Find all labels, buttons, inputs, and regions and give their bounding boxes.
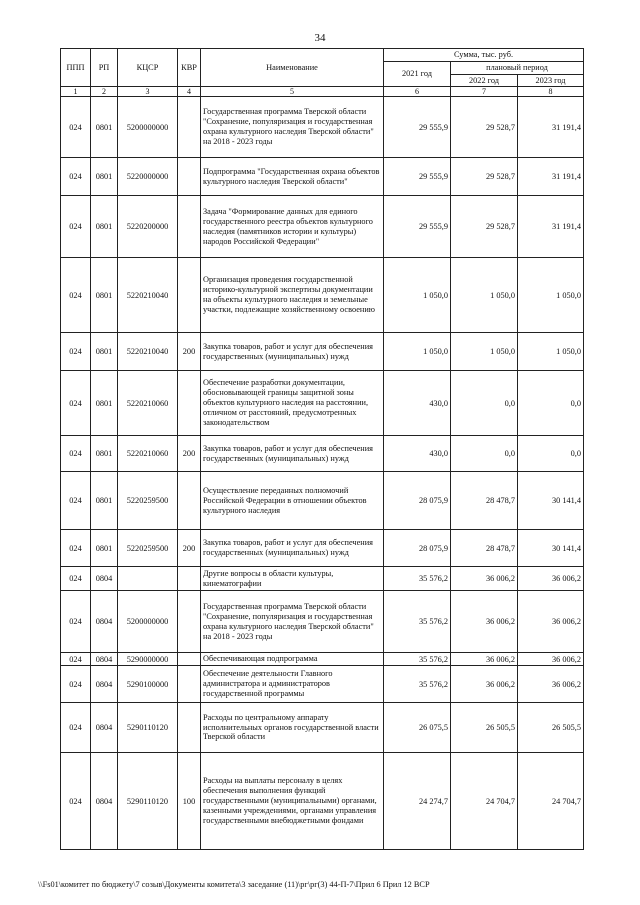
cell-2023: 1 050,0 xyxy=(518,333,584,371)
cell-2023: 36 006,2 xyxy=(518,666,584,703)
cell-ppp: 024 xyxy=(61,567,91,591)
col-header-ppp: ППП xyxy=(61,49,91,87)
cell-kcsr: 5220000000 xyxy=(118,158,178,196)
cell-2021: 29 555,9 xyxy=(384,97,451,158)
cell-2023: 26 505,5 xyxy=(518,703,584,753)
cell-kcsr: 5290110120 xyxy=(118,703,178,753)
cell-2023: 24 704,7 xyxy=(518,753,584,850)
cell-ppp: 024 xyxy=(61,591,91,653)
cell-2021: 26 075,5 xyxy=(384,703,451,753)
cell-name: Обеспечивающая подпрограмма xyxy=(201,653,384,666)
cell-rp: 0804 xyxy=(91,567,118,591)
cell-2023: 31 191,4 xyxy=(518,97,584,158)
cell-name: Другие вопросы в области культуры, кинематографии xyxy=(201,567,384,591)
col-header-name: Наименование xyxy=(201,49,384,87)
cell-2021: 430,0 xyxy=(384,371,451,436)
cell-rp: 0801 xyxy=(91,97,118,158)
cell-2021: 35 576,2 xyxy=(384,591,451,653)
col-number: 1 xyxy=(61,87,91,97)
cell-kcsr: 5220210040 xyxy=(118,333,178,371)
cell-kcsr: 5220210060 xyxy=(118,436,178,472)
cell-rp: 0801 xyxy=(91,196,118,258)
cell-kvr xyxy=(178,258,201,333)
cell-2021: 35 576,2 xyxy=(384,653,451,666)
col-header-plan: плановый период xyxy=(451,62,584,75)
col-header-2023: 2023 год xyxy=(518,74,584,87)
cell-ppp: 024 xyxy=(61,753,91,850)
cell-2021: 430,0 xyxy=(384,436,451,472)
table-row xyxy=(61,333,584,371)
cell-name: Организация проведения государственной историко-культурной экспертизы документации на объекты культурного наследия и земельные участки, подлежащие хозяйственному освоению xyxy=(201,258,384,333)
cell-2023: 0,0 xyxy=(518,436,584,472)
col-number: 4 xyxy=(178,87,201,97)
cell-kcsr xyxy=(118,567,178,591)
cell-kcsr: 5200000000 xyxy=(118,97,178,158)
document-path-footer: \\Fs01\комитет по бюджету\7 созыв\Документы комитета\3 заседание (11)\рг\рг(3) 44-П-7\Прил 6 Прил 12 ВСР xyxy=(38,880,430,889)
table-row xyxy=(61,703,584,753)
table-row xyxy=(61,530,584,567)
col-number: 2 xyxy=(91,87,118,97)
cell-rp: 0801 xyxy=(91,472,118,530)
table-row xyxy=(61,753,584,850)
cell-2022: 0,0 xyxy=(451,436,518,472)
cell-ppp: 024 xyxy=(61,333,91,371)
cell-name: Подпрограмма "Государственная охрана объектов культурного наследия Тверской области" xyxy=(201,158,384,196)
cell-ppp: 024 xyxy=(61,97,91,158)
cell-2022: 1 050,0 xyxy=(451,333,518,371)
col-number: 3 xyxy=(118,87,178,97)
cell-kvr xyxy=(178,472,201,530)
cell-2023: 36 006,2 xyxy=(518,591,584,653)
col-number: 6 xyxy=(384,87,451,97)
cell-2022: 36 006,2 xyxy=(451,666,518,703)
budget-table xyxy=(60,48,584,850)
cell-2022: 26 505,5 xyxy=(451,703,518,753)
cell-ppp: 024 xyxy=(61,653,91,666)
cell-kvr: 200 xyxy=(178,530,201,567)
cell-name: Расходы на выплаты персоналу в целях обеспечения выполнения функций государственными (муниципальными) органами, казенными учреждениями, органами управления государственными внебюджетными фондами xyxy=(201,753,384,850)
table-row xyxy=(61,436,584,472)
cell-name: Закупка товаров, работ и услуг для обеспечения государственных (муниципальных) нужд xyxy=(201,333,384,371)
cell-kcsr: 5220210040 xyxy=(118,258,178,333)
cell-name: Закупка товаров, работ и услуг для обеспечения государственных (муниципальных) нужд xyxy=(201,436,384,472)
cell-2023: 36 006,2 xyxy=(518,567,584,591)
cell-kcsr: 5290000000 xyxy=(118,653,178,666)
cell-kvr xyxy=(178,666,201,703)
cell-rp: 0804 xyxy=(91,703,118,753)
cell-2021: 28 075,9 xyxy=(384,530,451,567)
cell-rp: 0801 xyxy=(91,436,118,472)
cell-kvr xyxy=(178,653,201,666)
cell-kvr xyxy=(178,371,201,436)
cell-rp: 0801 xyxy=(91,333,118,371)
cell-2023: 30 141,4 xyxy=(518,472,584,530)
cell-2023: 31 191,4 xyxy=(518,196,584,258)
cell-kcsr: 5220259500 xyxy=(118,530,178,567)
cell-ppp: 024 xyxy=(61,196,91,258)
cell-kvr xyxy=(178,97,201,158)
cell-name: Закупка товаров, работ и услуг для обеспечения государственных (муниципальных) нужд xyxy=(201,530,384,567)
cell-2021: 24 274,7 xyxy=(384,753,451,850)
cell-2022: 36 006,2 xyxy=(451,591,518,653)
cell-2021: 35 576,2 xyxy=(384,567,451,591)
table-row xyxy=(61,97,584,158)
cell-rp: 0804 xyxy=(91,666,118,703)
cell-2021: 29 555,9 xyxy=(384,196,451,258)
cell-rp: 0801 xyxy=(91,258,118,333)
table-row xyxy=(61,567,584,591)
col-number: 5 xyxy=(201,87,384,97)
cell-ppp: 024 xyxy=(61,703,91,753)
cell-name: Государственная программа Тверской области "Сохранение, популяризация и государственная охрана культурного наследия Тверской области" на 2018 - 2023 годы xyxy=(201,591,384,653)
cell-kcsr: 5220259500 xyxy=(118,472,178,530)
cell-kvr xyxy=(178,196,201,258)
cell-2022: 36 006,2 xyxy=(451,567,518,591)
cell-kvr: 200 xyxy=(178,333,201,371)
cell-name: Обеспечение деятельности Главного администратора и администраторов государственной программы xyxy=(201,666,384,703)
cell-ppp: 024 xyxy=(61,371,91,436)
cell-kvr xyxy=(178,591,201,653)
cell-2022: 29 528,7 xyxy=(451,97,518,158)
cell-kvr: 200 xyxy=(178,436,201,472)
col-header-2021: 2021 год xyxy=(384,62,451,87)
cell-kvr xyxy=(178,158,201,196)
table-row xyxy=(61,653,584,666)
cell-kcsr: 5220210060 xyxy=(118,371,178,436)
cell-rp: 0801 xyxy=(91,371,118,436)
cell-ppp: 024 xyxy=(61,666,91,703)
cell-name: Государственная программа Тверской области "Сохранение, популяризация и государственная охрана культурного наследия Тверской области" на 2018 - 2023 годы xyxy=(201,97,384,158)
cell-kvr xyxy=(178,703,201,753)
cell-2022: 28 478,7 xyxy=(451,530,518,567)
cell-kvr: 100 xyxy=(178,753,201,850)
col-header-kcsr: КЦСР xyxy=(118,49,178,87)
cell-rp: 0804 xyxy=(91,591,118,653)
cell-ppp: 024 xyxy=(61,472,91,530)
table-row xyxy=(61,196,584,258)
cell-2022: 29 528,7 xyxy=(451,196,518,258)
cell-rp: 0804 xyxy=(91,653,118,666)
cell-kcsr: 5290100000 xyxy=(118,666,178,703)
col-number: 7 xyxy=(451,87,518,97)
table-row xyxy=(61,591,584,653)
cell-ppp: 024 xyxy=(61,436,91,472)
cell-2022: 28 478,7 xyxy=(451,472,518,530)
table-row xyxy=(61,258,584,333)
cell-2022: 1 050,0 xyxy=(451,258,518,333)
table-row xyxy=(61,158,584,196)
cell-kcsr: 5290110120 xyxy=(118,753,178,850)
cell-name: Расходы по центральному аппарату исполнительных органов государственной власти Тверской области xyxy=(201,703,384,753)
cell-2023: 1 050,0 xyxy=(518,258,584,333)
cell-kvr xyxy=(178,567,201,591)
cell-ppp: 024 xyxy=(61,258,91,333)
cell-2023: 30 141,4 xyxy=(518,530,584,567)
cell-2023: 31 191,4 xyxy=(518,158,584,196)
cell-2021: 1 050,0 xyxy=(384,258,451,333)
cell-2021: 1 050,0 xyxy=(384,333,451,371)
cell-kcsr: 5220200000 xyxy=(118,196,178,258)
page-number: 34 xyxy=(314,32,326,44)
cell-rp: 0801 xyxy=(91,158,118,196)
cell-rp: 0804 xyxy=(91,753,118,850)
cell-2022: 36 006,2 xyxy=(451,653,518,666)
cell-2023: 0,0 xyxy=(518,371,584,436)
col-header-2022: 2022 год xyxy=(451,74,518,87)
cell-2023: 36 006,2 xyxy=(518,653,584,666)
col-header-sum: Сумма, тыс. руб. xyxy=(384,49,584,62)
cell-name: Осуществление переданных полномочий Российской Федерации в отношении объектов культурного наследия xyxy=(201,472,384,530)
col-number: 8 xyxy=(518,87,584,97)
cell-2021: 35 576,2 xyxy=(384,666,451,703)
cell-ppp: 024 xyxy=(61,158,91,196)
cell-name: Обеспечение разработки документации, обосновывающей границы защитной зоны объектов культурного наследия на расстоянии, отличном от расстояний, предусмотренных законодательством xyxy=(201,371,384,436)
cell-name: Задача "Формирование данных для единого государственного реестра объектов культурного наследия (памятников истории и культуры) народов Российской Федерации" xyxy=(201,196,384,258)
table-row xyxy=(61,472,584,530)
col-header-kvr: КВР xyxy=(178,49,201,87)
cell-2022: 24 704,7 xyxy=(451,753,518,850)
cell-rp: 0801 xyxy=(91,530,118,567)
column-number-row xyxy=(61,87,584,97)
table-row xyxy=(61,666,584,703)
table-row xyxy=(61,371,584,436)
cell-kcsr: 5200000000 xyxy=(118,591,178,653)
cell-2022: 29 528,7 xyxy=(451,158,518,196)
cell-ppp: 024 xyxy=(61,530,91,567)
cell-2022: 0,0 xyxy=(451,371,518,436)
cell-2021: 28 075,9 xyxy=(384,472,451,530)
cell-2021: 29 555,9 xyxy=(384,158,451,196)
col-header-rp: РП xyxy=(91,49,118,87)
